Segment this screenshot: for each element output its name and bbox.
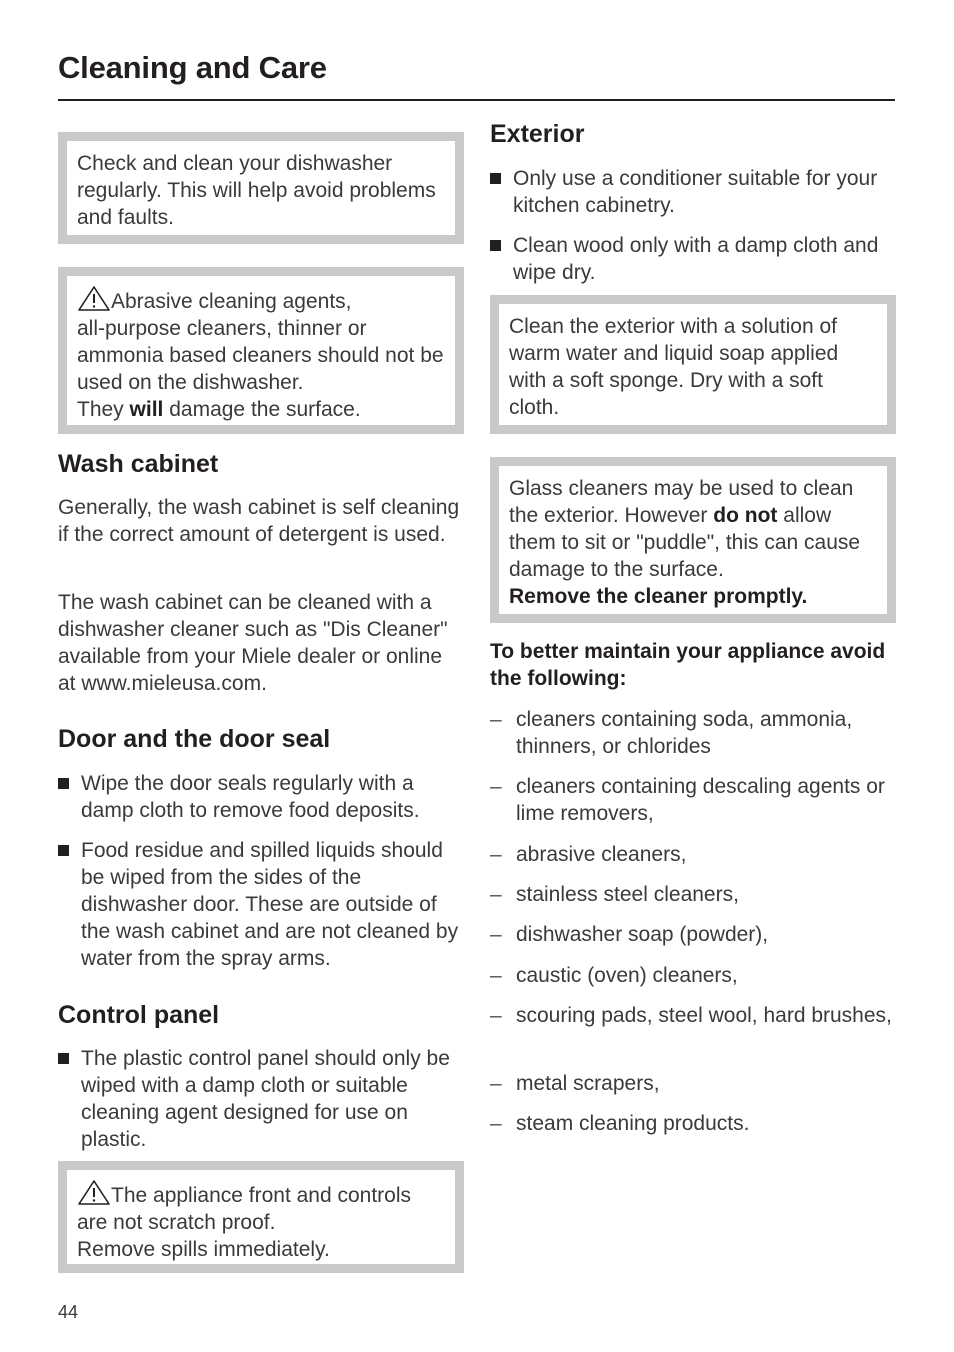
avoid-item	[490, 1110, 896, 1137]
dash-marker: –	[490, 1004, 502, 1027]
dash-marker: –	[490, 923, 502, 946]
exterior-bullet-1-text: Only use a conditioner suitable for your kitchen cabinetry.	[513, 167, 878, 217]
title-divider	[58, 99, 895, 101]
avoid-item-text: scouring pads, steel wool, hard brushes,	[516, 1004, 892, 1027]
square-bullet-icon	[490, 173, 501, 184]
square-bullet-icon	[490, 240, 501, 251]
abrasive-warning-last-line	[77, 396, 445, 423]
abrasive-warning-they: They	[77, 398, 124, 421]
wash-cabinet-para-1: Generally, the wash cabinet is self cleaning if the correct amount of detergent is used.	[58, 496, 460, 546]
avoid-item	[490, 1002, 896, 1029]
glass-cleaner-text-2: allow them to sit or "puddle", this can cause damage to the surface.	[509, 504, 861, 581]
glass-cleaner-box	[490, 457, 896, 623]
abrasive-warning-body: all-purpose cleaners, thinner or ammonia based cleaners should not be used on the dishwasher.	[77, 317, 444, 394]
square-bullet-icon	[58, 845, 69, 856]
avoid-item	[490, 881, 896, 908]
square-bullet-icon	[58, 1053, 69, 1064]
door-seal-bullet-2	[58, 837, 464, 972]
control-panel-bullet-1-text: The plastic control panel should only be wiped with a damp cloth or suitable cleaning agent designed for use on plastic.	[81, 1047, 450, 1151]
dash-marker: –	[490, 775, 502, 798]
page-title: Cleaning and Care	[58, 50, 327, 85]
exterior-bullet-1	[490, 165, 896, 219]
avoid-item-text: dishwasher soap (powder),	[516, 923, 769, 946]
abrasive-warning-box	[58, 267, 464, 434]
dash-marker: –	[490, 708, 502, 731]
door-seal-bullet-2-text: Food residue and spilled liquids should be wiped from the sides of the dishwasher door. These are outside of the wash cabinet and are not cleaned by water from the spray arms.	[81, 839, 459, 970]
dash-marker: –	[490, 843, 502, 866]
dash-marker: –	[490, 964, 502, 987]
avoid-lead: To better maintain your appliance avoid the following:	[490, 640, 886, 690]
intro-note-box	[58, 132, 464, 244]
intro-note-text: Check and clean your dishwasher regularly. This will help avoid problems and faults.	[77, 152, 436, 229]
control-panel-bullet-1	[58, 1045, 464, 1153]
dash-marker: –	[490, 1072, 502, 1095]
dash-marker: –	[490, 883, 502, 906]
scratch-warning-first-line	[77, 1179, 445, 1209]
wash-cabinet-heading: Wash cabinet	[58, 450, 219, 478]
avoid-item-text: cleaners containing soda, ammonia, thinners, or chlorides	[516, 708, 853, 758]
abrasive-warning-first-line	[77, 285, 445, 315]
abrasive-warning-will: will	[129, 398, 164, 421]
glass-cleaner-text-1: Glass cleaners may be used to clean the exterior. However	[509, 477, 854, 527]
page-number: 44	[58, 1302, 79, 1322]
exterior-bullet-2	[490, 232, 896, 286]
scratch-warning-line1: The appliance front and controls	[111, 1184, 412, 1207]
wash-cabinet-para-2: The wash cabinet can be cleaned with a dishwasher cleaner such as "Dis Cleaner" available from your Miele dealer or online at www.mieleusa.com.	[58, 591, 448, 695]
exterior-cleaning-box	[490, 295, 896, 434]
warning-triangle-icon	[77, 285, 111, 312]
glass-cleaner-do-not: do not	[713, 504, 778, 527]
avoid-item	[490, 1070, 896, 1097]
exterior-heading: Exterior	[490, 120, 585, 148]
avoid-item	[490, 962, 896, 989]
avoid-item-text: cleaners containing descaling agents or lime removers,	[516, 775, 885, 825]
scratch-warning-box	[58, 1161, 464, 1273]
warning-triangle-icon	[77, 1179, 111, 1206]
scratch-warning-line3: Remove spills immediately.	[77, 1238, 330, 1261]
avoid-item	[490, 773, 896, 827]
door-seal-bullet-1	[58, 770, 464, 824]
glass-cleaner-remove-promptly: Remove the cleaner promptly.	[509, 585, 808, 608]
avoid-item-text: steam cleaning products.	[516, 1112, 750, 1135]
avoid-item-text: metal scrapers,	[516, 1072, 660, 1095]
avoid-item-text: abrasive cleaners,	[516, 843, 687, 866]
avoid-item-text: caustic (oven) cleaners,	[516, 964, 738, 987]
door-seal-bullet-1-text: Wipe the door seals regularly with a damp cloth to remove food deposits.	[81, 772, 420, 822]
dash-marker: –	[490, 1112, 502, 1135]
control-panel-heading: Control panel	[58, 1001, 220, 1029]
scratch-warning-line2: are not scratch proof.	[77, 1211, 276, 1234]
door-seal-heading: Door and the door seal	[58, 725, 331, 753]
exterior-bullet-2-text: Clean wood only with a damp cloth and wipe dry.	[513, 234, 879, 284]
avoid-item	[490, 841, 896, 868]
avoid-item-text: stainless steel cleaners,	[516, 883, 739, 906]
abrasive-warning-tail: damage the surface.	[169, 398, 361, 421]
avoid-item	[490, 706, 896, 760]
avoid-item	[490, 921, 896, 948]
abrasive-warning-line1: Abrasive cleaning agents,	[111, 290, 352, 313]
exterior-cleaning-text: Clean the exterior with a solution of warm water and liquid soap applied with a soft sponge. Dry with a soft cloth.	[509, 315, 839, 419]
square-bullet-icon	[58, 778, 69, 789]
